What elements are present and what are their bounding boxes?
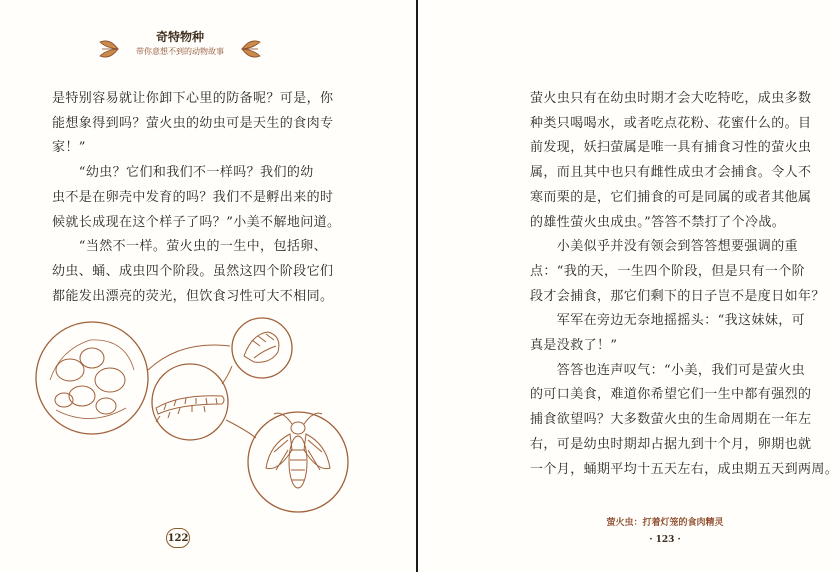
arrow-egg-to-pupa bbox=[148, 345, 230, 370]
text-line: 军军在旁边无奈地摇摇头：“我这妹妹，可 bbox=[530, 313, 806, 329]
text-line: 候就长成现在这个样子了吗？”小美不解地问道。 bbox=[52, 214, 341, 230]
text-line: 属，而且其中也只有雌性成虫才会捕食。令人不 bbox=[530, 165, 812, 181]
book-gutter bbox=[416, 0, 418, 572]
text-line: 一个月，蛹期平均十五天左右，成虫期五天到两周。 bbox=[530, 461, 839, 477]
chapter-footer-title: 萤火虫：打着灯笼的食肉精灵 bbox=[606, 518, 724, 528]
arrow-larva-to-adult bbox=[226, 420, 256, 438]
text-line: 是特别容易就让你卸下心里的防备呢？可是，你 bbox=[52, 91, 334, 106]
text-line: 萤火虫只有在幼虫时期才会大吃特吃，成虫多数 bbox=[530, 91, 812, 106]
pupa-stage-circle bbox=[232, 318, 292, 378]
text-line: 幼虫、蛹、成虫四个阶段。虽然这四个阶段它们 bbox=[52, 263, 334, 279]
book-title: 奇特物种 bbox=[155, 30, 204, 44]
adult-firefly-drawing bbox=[266, 413, 330, 488]
right-page-footer bbox=[560, 517, 770, 547]
text-line: “幼虫？它们和我们不一样吗？我们的幼 bbox=[52, 165, 314, 181]
text-line: 的可口美食，难道你希望它们一生中都有强烈的 bbox=[530, 387, 812, 403]
egg-stage-circle bbox=[36, 322, 148, 434]
right-body-text bbox=[530, 87, 838, 482]
text-line: 答答也连声叹气：“小美，我们可是萤火虫 bbox=[530, 362, 806, 378]
text-line: 点：“我的天，一生四个阶段，但是只有一个阶 bbox=[530, 263, 806, 279]
pupa-drawing bbox=[244, 332, 279, 362]
book-subtitle: 带你意想不到的动物故事 bbox=[136, 47, 224, 56]
text-line: 家！” bbox=[52, 140, 86, 156]
text-line: 捕食欲望吗？大多数萤火虫的生命周期在一年左 bbox=[530, 412, 812, 428]
text-line: 真是没救了！” bbox=[530, 338, 618, 354]
text-line: 的雄性萤火虫成虫。”答答不禁打了个冷战。 bbox=[530, 214, 786, 230]
larva-drawing bbox=[156, 396, 224, 422]
text-line: 小美似乎并没有领会到答答想要强调的重 bbox=[530, 239, 799, 255]
adult-stage-circle bbox=[248, 412, 348, 512]
text-line: 虫不是在卵壳中发育的吗？我们不是孵出来的时 bbox=[52, 189, 334, 205]
right-page-number: · 123 · bbox=[649, 535, 681, 545]
left-page bbox=[0, 0, 417, 572]
text-line: “当然不一样。萤火虫的一生中，包括卵、 bbox=[52, 239, 328, 255]
text-line: 段才会捕食，那它们剩下的日子岂不是度日如年？ bbox=[530, 288, 825, 304]
text-line: 种类只喝喝水，或者吃点花粉、花蜜什么的。目 bbox=[530, 115, 812, 131]
eggs-drawing bbox=[50, 340, 134, 419]
left-leaf-ornament-icon bbox=[98, 36, 120, 62]
text-line: 前发现，妖扫萤属是唯一具有捕食习性的萤火虫 bbox=[530, 140, 812, 156]
left-body-text bbox=[52, 87, 340, 309]
firefly-lifecycle-illustration bbox=[30, 310, 370, 520]
text-line: 能想象得到吗？萤火虫的幼虫可是天生的食肉专 bbox=[52, 115, 334, 131]
right-leaf-ornament-icon bbox=[240, 36, 262, 62]
arrow-pupa-to-larva bbox=[222, 366, 232, 384]
left-page-number: 122 bbox=[166, 528, 190, 548]
text-line: 都能发出漂亮的荧光，但饮食习性可大不相同。 bbox=[52, 288, 334, 304]
chapter-header bbox=[100, 30, 260, 64]
text-line: 寒而栗的是，它们捕食的可是同属的或者其他属 bbox=[530, 189, 812, 205]
text-line: 右，可是幼虫时期却占据九到十个月，卵期也就 bbox=[530, 436, 812, 452]
